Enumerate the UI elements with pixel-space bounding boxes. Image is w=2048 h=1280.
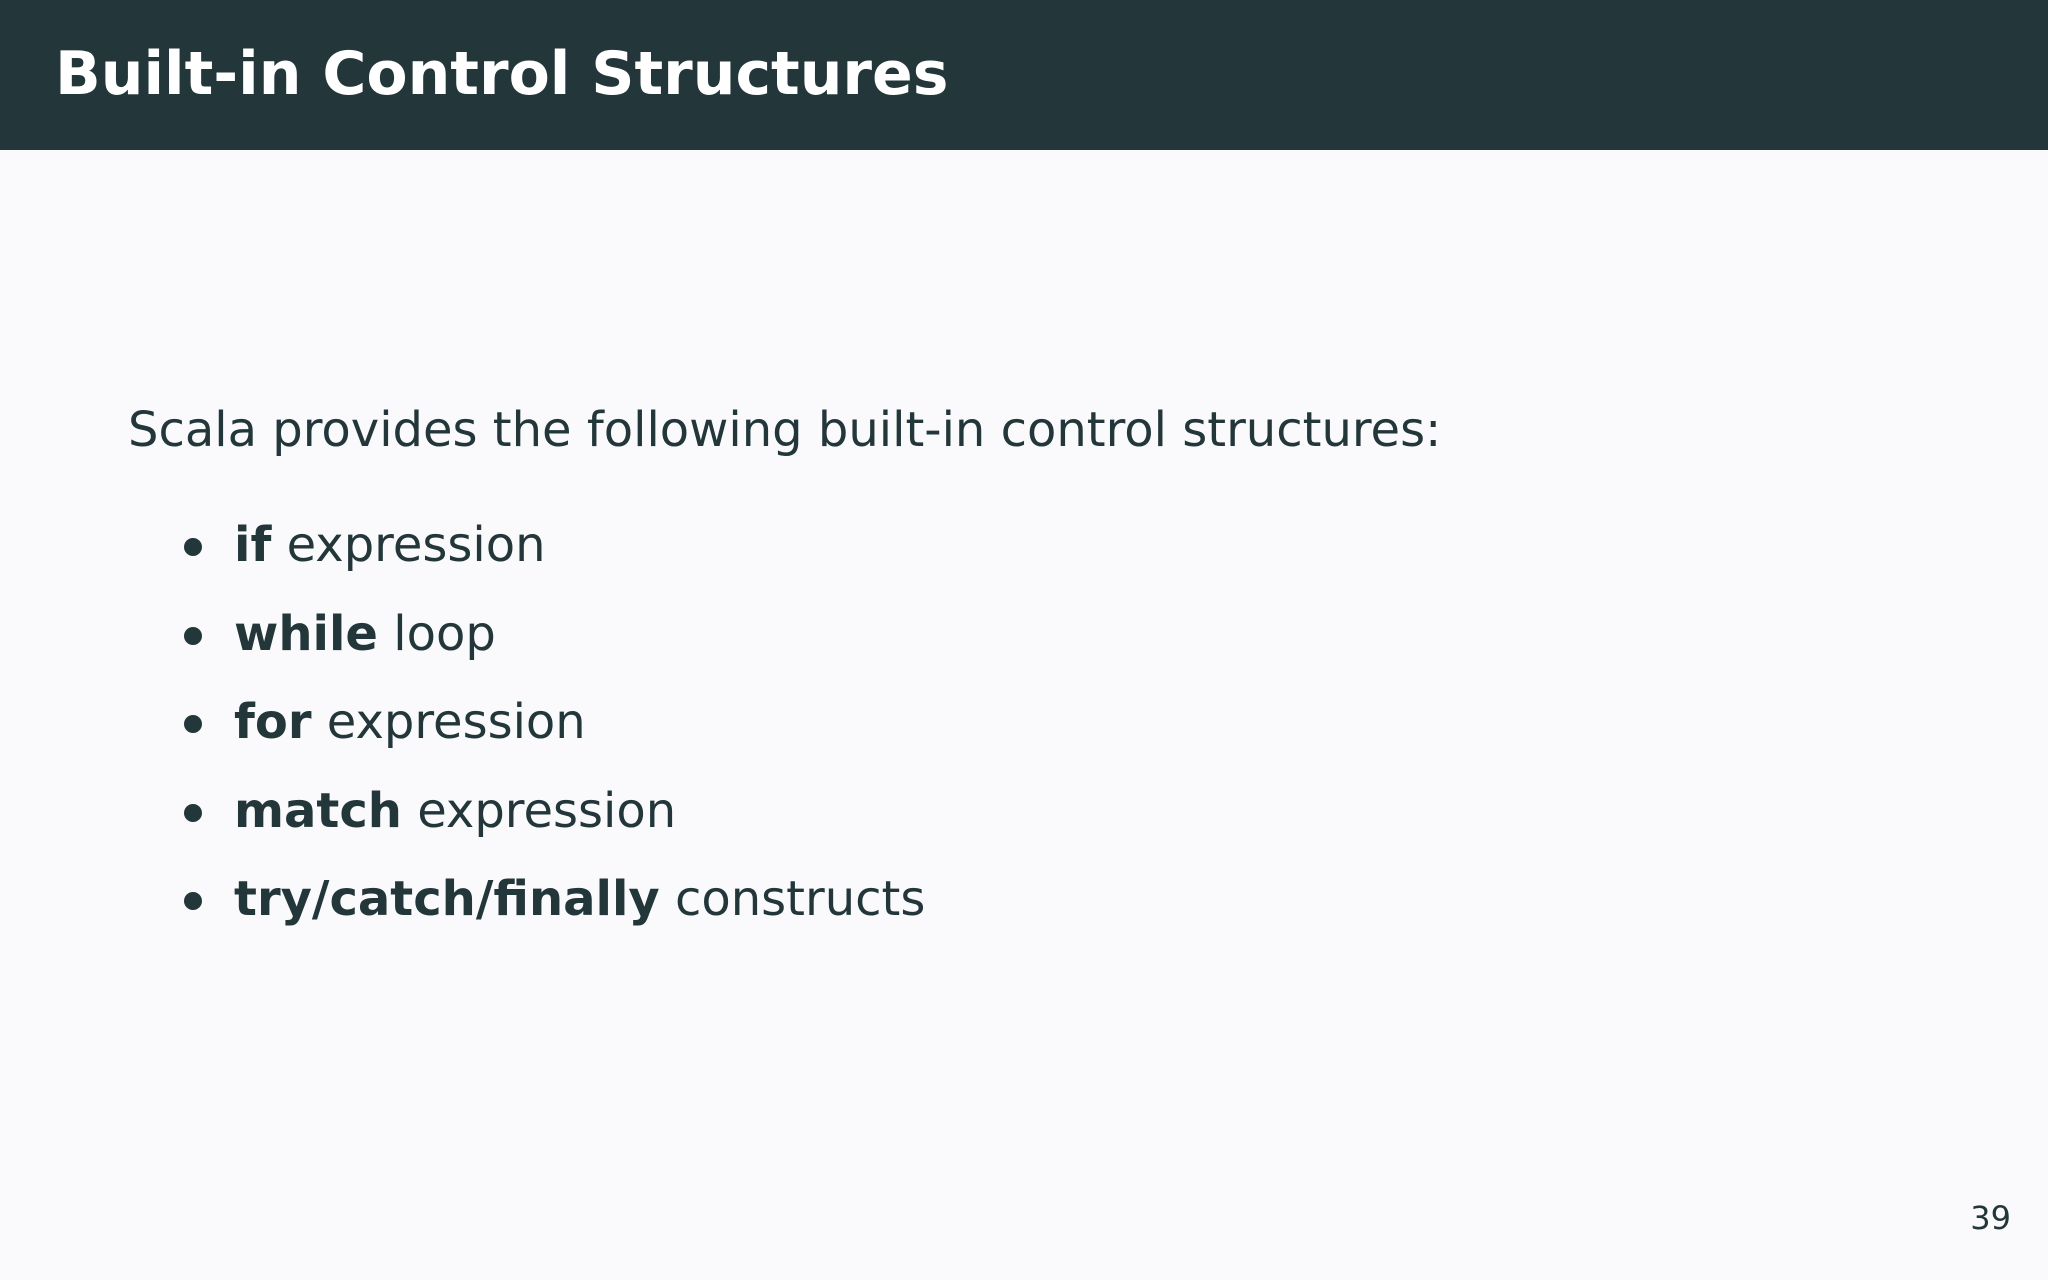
list-item-line xyxy=(234,869,925,929)
list-item-keyword: try/catch/finally xyxy=(234,871,660,927)
intro-text: Scala provides the following built-in control structures: xyxy=(128,402,1442,458)
list-item-text: expression xyxy=(401,782,677,839)
list-item-line xyxy=(234,604,496,664)
list-item-line xyxy=(234,692,586,752)
list-item-keyword: for xyxy=(234,694,312,750)
bullet-icon xyxy=(184,627,202,645)
list-item-text: expression xyxy=(311,694,586,750)
list-item-text: constructs xyxy=(659,871,926,927)
list-item-line xyxy=(234,515,546,575)
slide-title: Built-in Control Structures xyxy=(55,39,949,109)
title-bar xyxy=(0,0,2048,150)
bullet-icon xyxy=(184,892,202,910)
list-item-line xyxy=(234,781,676,841)
bullet-icon xyxy=(184,715,202,733)
list-item-text: loop xyxy=(377,605,496,662)
bullet-icon xyxy=(184,538,202,556)
list-item-keyword: if xyxy=(234,517,272,573)
list-item-keyword: while xyxy=(234,605,378,662)
list-item-keyword: match xyxy=(234,782,402,839)
bullet-icon xyxy=(184,804,202,822)
page-number: 39 xyxy=(1970,1199,2011,1237)
list-item-text: expression xyxy=(271,517,546,573)
